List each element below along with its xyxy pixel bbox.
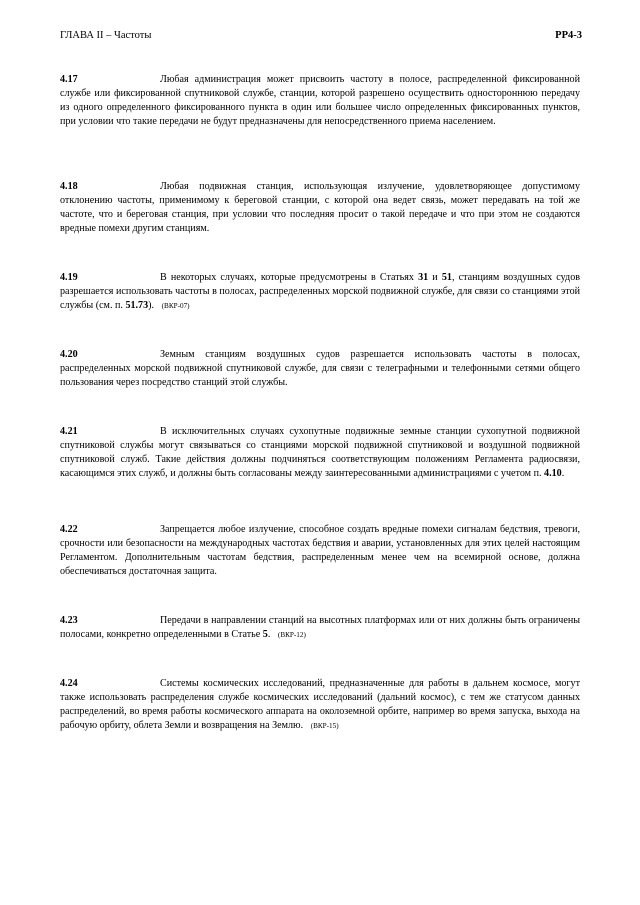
paragraph-text: .	[561, 468, 565, 480]
paragraph-text: и	[428, 272, 442, 283]
revision-note: (ВКР-15)	[310, 722, 339, 731]
paragraph-text: В некоторых случаях, которые предусмотрены в Статьях	[160, 272, 419, 283]
paragraph-text: Запрещается любое излучение, способное создать вредные помехи сигналам бедствия, тревоги, срочности или безопасности на международных частотах бедствия и аварии, установленных для этих целей настоящим Регламентом. Дополнительным частотам бедствия, распределенным менее чем на всемирной основе, должна обеспечиваться достаточная защита.	[60, 524, 580, 578]
provision-reference: 4.10	[544, 468, 562, 480]
revision-note: (ВКР-12)	[277, 631, 306, 640]
paragraph-text: , станциям воздушных судов разрешается использовать частоты в полосах, распределенных морской подвижной службе, для связи со станциями этой службы (см. п.	[60, 272, 581, 312]
paragraph-4-23	[60, 614, 580, 642]
paragraph-text: ).	[148, 300, 155, 312]
paragraph-number: 4.23	[60, 615, 78, 626]
paragraph-number: 4.22	[60, 524, 78, 535]
paragraph-4-17	[60, 73, 580, 129]
paragraph-4-22	[60, 523, 580, 579]
paragraph-text: Передачи в направлении станций на высотных платформах или от них должны быть ограничены полосами, конкретно определенными в Статье	[60, 615, 580, 641]
paragraph-4-24	[60, 677, 580, 733]
paragraph-number: 4.21	[60, 426, 78, 437]
paragraph-4-19	[60, 271, 580, 313]
paragraph-text: Земным станциям воздушных судов разрешается использовать частоты в полосах, распределенных морской подвижной спутниковой службе, для связи с телеграфными и телефонными сетями общего пользования через посредство станций этой службы.	[60, 349, 580, 389]
article-reference: 5	[262, 629, 268, 641]
paragraph-text: Любая подвижная станция, использующая излучение, удовлетворяющее допустимому отклонению частоты, применимому к береговой станции, с которой она ведет связь, может передавать на той же частоте, что и береговая станция, при условии что последняя просит о такой передаче и что при этом не создаются вредные помехи другим станциям.	[60, 181, 580, 235]
paragraph-number: 4.19	[60, 272, 78, 283]
provision-reference: 51.73	[125, 300, 149, 312]
paragraph-text: Любая администрация может присвоить частоту в полосе, распределенной фиксированной службе или фиксированной спутниковой службе, станции, которой разрешено осуществить одностороннюю передачу из одного определенного фиксированного пункта в один или большее число определенных фиксированных пунктов, при условии что такие передачи не будут предназначены для непосредственного приема населением.	[60, 74, 580, 128]
chapter-title: ГЛАВА II – Частоты	[60, 30, 152, 41]
article-reference: 31	[418, 272, 429, 283]
article-reference: 51	[441, 272, 452, 283]
paragraph-number: 4.18	[60, 181, 78, 192]
paragraph-text: В исключительных случаях сухопутные подвижные земные станции сухопутной подвижной спутниковой службы могут связываться со станциями морской подвижной спутниковой и воздушной подвижной спутниковой служб. Такие действия должны подчиняться соответствующим положениям Регламента радиосвязи, касающимся этих служб, и должны быть согласованы между заинтересованными администрациями с учетом п.	[60, 426, 580, 480]
paragraph-4-18	[60, 180, 580, 236]
paragraph-text: Системы космических исследований, предназначенные для работы в дальнем космосе, могут также использовать распределения службе космических исследований (дальний космос), с тем же статусом данных распределений, во время работы космического аппарата на околоземной орбите, например во время запуска, выхода на рабочую орбиту, облета Земли и возвращения на Землю.	[60, 678, 580, 732]
paragraph-number: 4.17	[60, 74, 78, 85]
paragraph-number: 4.24	[60, 678, 78, 689]
page-header	[60, 30, 582, 46]
page-reference: РР4-3	[555, 30, 582, 41]
revision-note: (ВКР-07)	[161, 302, 190, 311]
paragraph-4-20	[60, 348, 580, 390]
paragraph-text: .	[267, 629, 271, 641]
paragraph-number: 4.20	[60, 349, 78, 360]
paragraph-4-21	[60, 425, 580, 481]
